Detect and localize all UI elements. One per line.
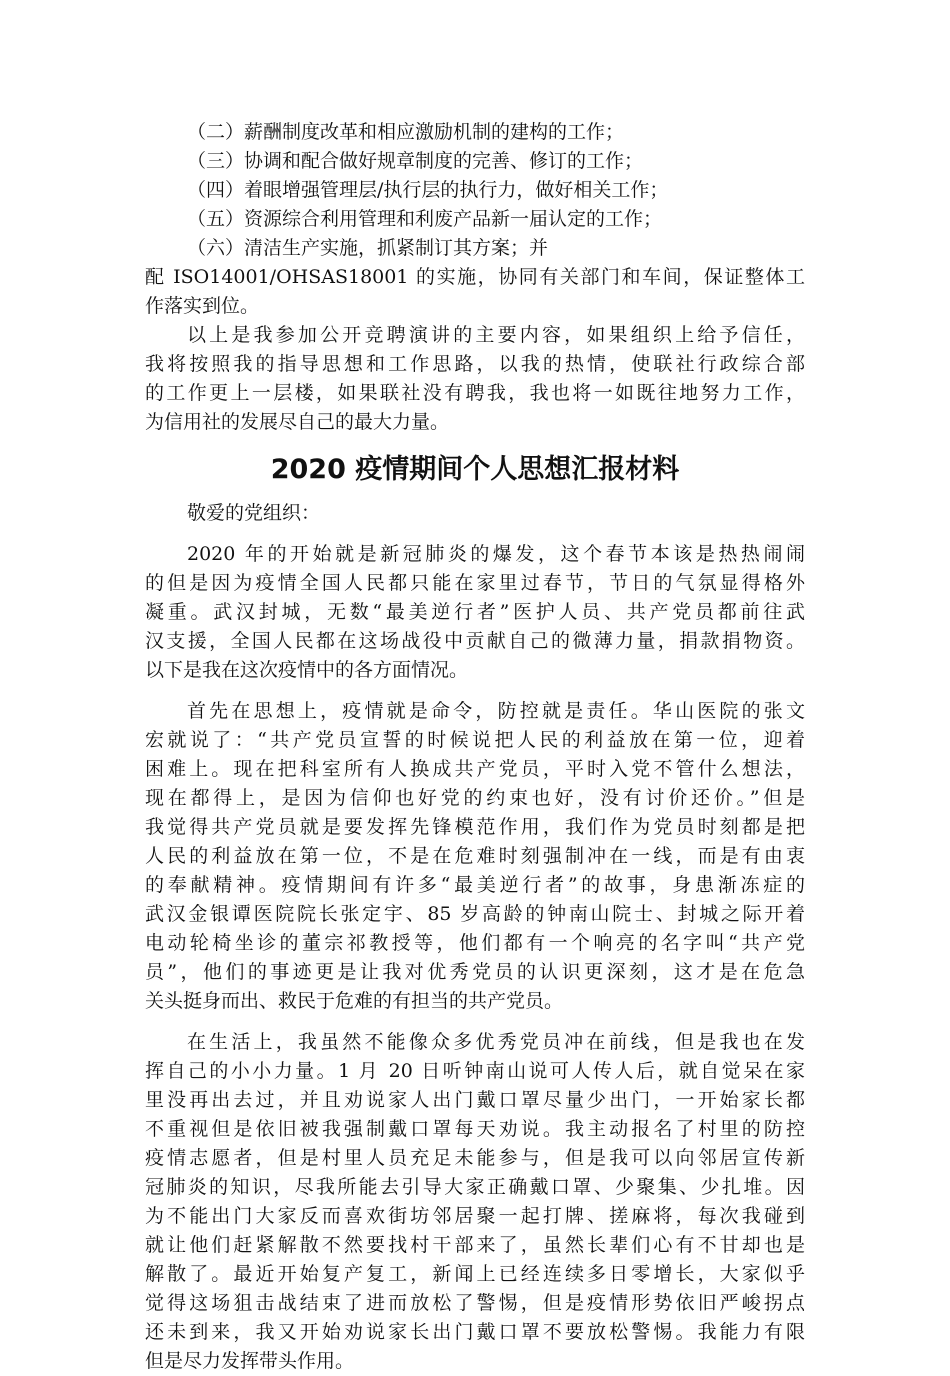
- list-item-6-line-1: （六）清洁生产实施，抓紧制订其方案；并: [187, 237, 549, 259]
- paragraph-line: 挥自己的小小力量。1 月 20 日听钟南山说可人传人后，就自觉呆在家: [145, 1060, 805, 1082]
- salutation: 敬爱的党组织：: [187, 502, 321, 524]
- paragraph-3: [145, 1028, 805, 1376]
- paragraph-line: 宏就说了：“共产党员宣誓的时候说把人民的利益放在第一位，迎着: [145, 729, 805, 751]
- closing-paragraph: [145, 321, 805, 437]
- closing-line: 的工作更上一层楼，如果联社没有聘我，我也将一如既往地努力工作，: [145, 382, 805, 404]
- list-section: [145, 118, 805, 321]
- paragraph-line: 不重视但是依旧被我强制戴口罩每天劝说。我主动报名了村里的防控: [145, 1118, 805, 1140]
- paragraph-line: 电动轮椅坐诊的董宗祁教授等，他们都有一个响亮的名字叫“共产党: [145, 932, 805, 954]
- paragraph-line: 汉支援，全国人民都在这场战役中贡献自己的微薄力量，捐款捐物资。: [145, 630, 805, 652]
- paragraph-2: [145, 697, 805, 1016]
- paragraph-line: 在生活上，我虽然不能像众多优秀党员冲在前线，但是我也在发: [187, 1031, 805, 1053]
- paragraph-line: 但是尽力发挥带头作用。: [145, 1350, 355, 1372]
- paragraph-line: 以下是我在这次疫情中的各方面情况。: [145, 659, 469, 681]
- paragraph-line: 我觉得共产党员就是要发挥先锋模范作用，我们作为党员时刻都是把: [145, 816, 805, 838]
- paragraph-line: 解散了。最近开始复产复工，新闻上已经连续多日零增长，大家似乎: [145, 1263, 805, 1285]
- document-title: 2020 疫情期间个人思想汇报材料: [270, 454, 680, 485]
- paragraph-line: 武汉金银谭医院院长张定宇、85 岁高龄的钟南山院士、封城之际开着: [145, 903, 805, 925]
- paragraph-line: 就让他们赶紧解散不然要找村干部来了，虽然长辈们心有不甘却也是: [145, 1234, 805, 1256]
- paragraph-line: 关头挺身而出、救民于危难的有担当的共产党员。: [145, 990, 564, 1012]
- paragraph-line: 困难上。现在把科室所有人换成共产党员，平时入党不管什么想法，: [145, 758, 805, 780]
- paragraph-line: 的奉献精神。疫情期间有许多“最美逆行者”的故事，身患渐冻症的: [145, 874, 805, 896]
- paragraph-line: 疫情志愿者，但是村里人员充足未能参与，但是我可以向邻居宣传新: [145, 1147, 805, 1169]
- list-item-2: （二）薪酬制度改革和相应激励机制的建构的工作；: [187, 121, 625, 143]
- closing-line: 以上是我参加公开竞聘演讲的主要内容，如果组织上给予信任，: [187, 324, 805, 346]
- closing-line: 为信用社的发展尽自己的最大力量。: [145, 411, 450, 433]
- list-item-6-line-2: 配 ISO14001/OHSAS18001 的实施，协同有关部门和车间，保证整体工: [145, 266, 805, 288]
- list-item-5: （五）资源综合利用管理和利废产品新一届认定的工作；: [187, 208, 663, 230]
- list-item-3: （三）协调和配合做好规章制度的完善、修订的工作；: [187, 150, 644, 172]
- paragraph-line: 员”，他们的事迹更是让我对优秀党员的认识更深刻，这才是在危急: [145, 961, 805, 983]
- list-item-4: （四）着眼增强管理层/执行层的执行力，做好相关工作；: [187, 179, 669, 201]
- paragraph-line: 里没再出去过，并且劝说家人出门戴口罩尽量少出门，一开始家长都: [145, 1089, 805, 1111]
- document-page: [145, 118, 805, 1376]
- paragraph-line: 觉得这场狙击战结束了进而放松了警惕，但是疫情形势依旧严峻拐点: [145, 1292, 805, 1314]
- closing-line: 我将按照我的指导思想和工作思路，以我的热情，使联社行政综合部: [145, 353, 805, 375]
- paragraph-line: 现在都得上，是因为信仰也好党的约束也好，没有讨价还价。”但是: [145, 787, 805, 809]
- paragraph-line: 还未到来，我又开始劝说家长出门戴口罩不要放松警惕。我能力有限: [145, 1321, 805, 1343]
- list-item-6-line-3: 作落实到位。: [145, 295, 260, 317]
- paragraph-line: 冠肺炎的知识，尽我所能去引导大家正确戴口罩、少聚集、少扎堆。因: [145, 1176, 805, 1198]
- paragraph-line: 2020 年的开始就是新冠肺炎的爆发，这个春节本该是热热闹闹: [187, 543, 805, 565]
- paragraph-line: 凝重。武汉封城，无数“最美逆行者”医护人员、共产党员都前往武: [145, 601, 805, 623]
- paragraph-line: 的但是因为疫情全国人民都只能在家里过春节，节日的气氛显得格外: [145, 572, 805, 594]
- paragraph-line: 人民的利益放在第一位，不是在危难时刻强制冲在一线，而是有由衷: [145, 845, 805, 867]
- paragraph-line: 为不能出门大家反而喜欢街坊邻居聚一起打牌、搓麻将，每次我碰到: [145, 1205, 805, 1227]
- paragraph-1: [145, 540, 805, 685]
- paragraph-line: 首先在思想上，疫情就是命令，防控就是责任。华山医院的张文: [187, 700, 805, 722]
